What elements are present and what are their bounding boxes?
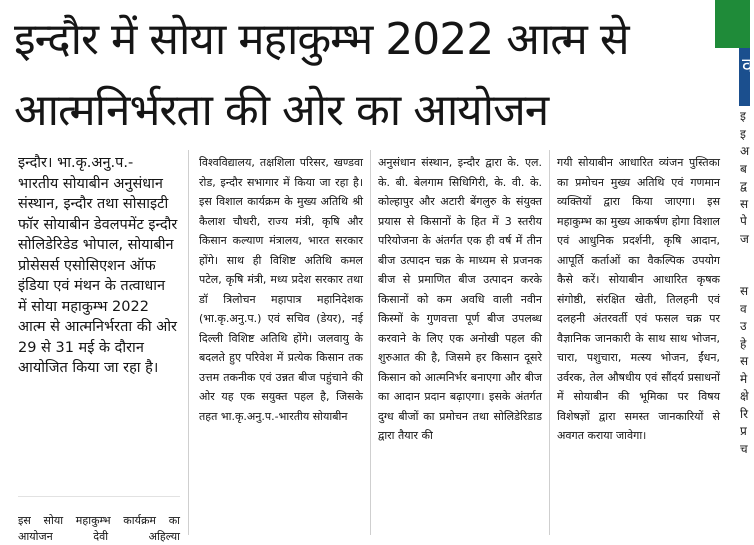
lead-continuation: इस सोया महाकुम्भ कार्यक्रम का आयोजन देवी अहिल्या <box>18 514 180 543</box>
divider <box>18 496 180 497</box>
column-divider <box>549 150 550 535</box>
adjacent-article-header-green <box>715 0 750 48</box>
article-column-4: गयी सोयाबीन आधारित व्यंजन पुस्तिका का प्रमोचन मुख्य अतिथि एवं गणमान व्यक्तियों द्वारा किया जाएगा। इस महाकुम्भ का मुख्य आकर्षण होगा विशाल एवं आधुनिक प्रदर्शनी, कृषि आदान, आपूर्ति कर्ताओं का वैकल्पिक उपयोग कैसे करें। सोयाबीन आधारित कृषक संगोष्ठी, संरक्षित खेती, तिलहनी एवं दलहनी अंतरवर्ती एवं फसल चक्र पर वैज्ञानिक जानकारी के साथ साथ भोजन, चारा, पशुचारा, मत्स्य भोजन, ईंधन, उर्वरक, तेल औषधीय एवं सौंदर्य प्रसाधनों में सोयाबीन की भूमिका पर विषय विशेषज्ञों द्वारा समस्त जानकारियों से अवगत कराया जावेगा। <box>557 156 720 442</box>
column-divider <box>370 150 371 535</box>
article-column-3: अनुसंधान संस्थान, इन्दौर द्वारा के. एल. के. बी. बेलगाम सिधिगिरी, के. वी. के. कोल्हापुर और अटारी बेंगलुरु के संयुक्त प्रयास से किसानों के हित में 3 स्तरीय परियोजना के अंतर्गत एक ही वर्ष में तीन बीज उत्पादन चक्र के माध्यम से प्रजनक बीज से प्रमाणित बीज उत्पादन करके किसानों को कम अवधि वाली नवीन किस्मों के गुणवत्ता पूर्ण बीज उपलब्ध करवाने के लिए एक अनोखी पहल की शुरुआत की है, जिसमे हर किसान दूसरे किसान को आत्मनिर्भर बनाएगा और बीज का आदान प्रदान बढ़ाएगा। इसके अंतर्गत दुग्ध बीजों का प्रमोचन तथा सोलिडेरिडाड द्वारा तैयार की <box>378 156 542 442</box>
adjacent-article-text-fragment: इ इ अ ब द्व स पे ज स व उ हे स मे क्षे रि प्र च <box>740 109 750 456</box>
headline-line-2: आत्मनिर्भरता की ओर का आयोजन <box>14 85 549 136</box>
headline-line-1: इन्दौर में सोया महाकुम्भ 2022 आत्म से <box>14 14 629 65</box>
lead-paragraph: इन्दौर। भा.कृ.अनु.प.- भारतीय सोयाबीन अनुसंधान संस्थान, इन्दौर तथा सोसाइटी फॉर सोयाबीन डेवलपमेंट इन्दौर सोलिडेरिडेड भोपाल, सोयाबीन प्रोसेसर्स एसोसिएशन ऑफ इंडिया एवं मंथन के तत्वाधान में सोया महाकुम्भ 2022 आत्म से आत्मनिर्भरता की ओर 29 से 31 मई के दौरान आयोजित किया जा रहा है। <box>18 155 178 376</box>
column-divider <box>188 150 189 535</box>
adjacent-article-tab-letter: व <box>742 53 754 77</box>
article-column-2: विश्वविद्यालय, तक्षशिला परिसर, खण्डवा रोड, इन्दौर सभागार में किया जा रहा है। इस विशाल कार्यक्रम के मुख्य अतिथि श्री कैलाश चौधरी, राज्य मंत्री, कृषि और किसान कल्याण मंत्रालय, भारत सरकार होंगे। साथ ही विशिष्ट अतिथि कमल पटेल, कृषि मंत्री, मध्य प्रदेश सरकार तथा डॉ त्रिलोचन महापात्र महानिदेशक (भा.कृ.अनु.प.) एवं सचिव (डेयर), नई दिल्ली विशिष्ट अतिथि होंगे। जलवायु के बदलते हुए परिवेश में प्रत्येक किसान तक उत्तम तकनीक एवं उन्नत बीज पहुंचाने की ओर यह एक सयुक्त पहल है, जिसके तहत भा.कृ.अनु.प.-भारतीय सोयाबीन <box>199 156 363 423</box>
